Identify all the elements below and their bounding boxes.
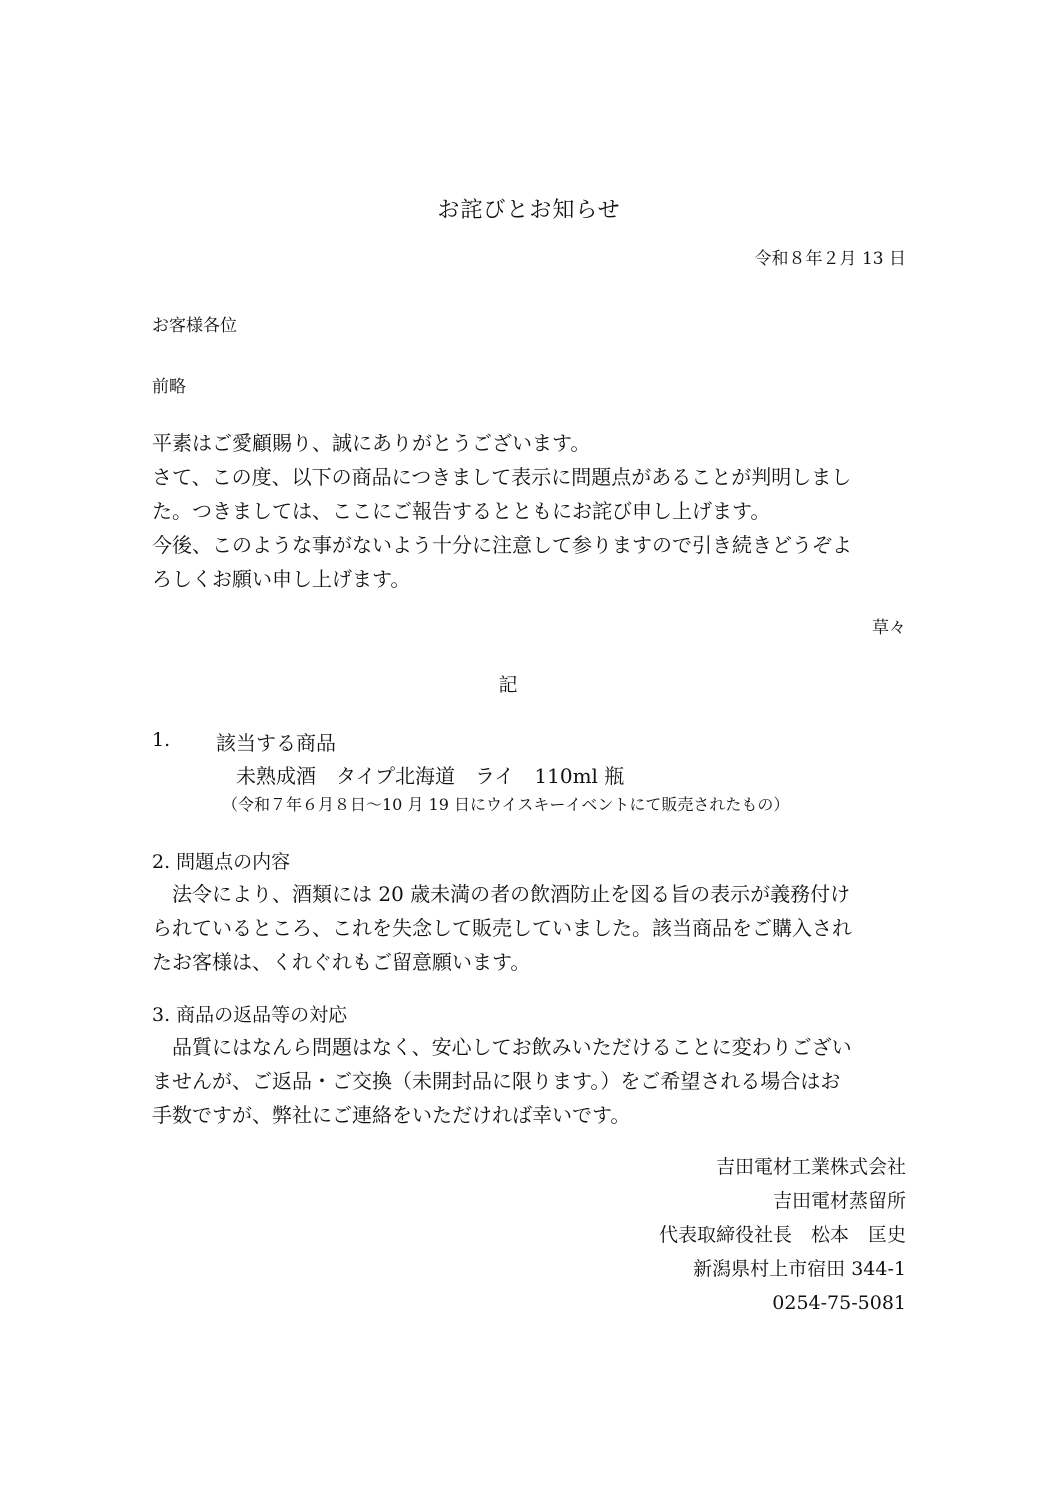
signature-block	[659, 1150, 906, 1320]
section1-number: 1.	[152, 729, 171, 751]
body-text	[152, 426, 852, 596]
section2-heading: 2. 問題点の内容	[152, 851, 291, 873]
section1-product: 未熟成酒 タイプ北海道 ライ 110ml 瓶	[236, 764, 625, 788]
signature-phone: 0254-75-5081	[772, 1292, 906, 1314]
body-line: さて、この度、以下の商品につきまして表示に問題点があることが判明しまし	[152, 465, 852, 489]
section2-body	[152, 877, 852, 979]
body-line: た。つきましては、ここにご報告するとともにお詫び申し上げます。	[152, 499, 771, 523]
section2-line: られているところ、これを失念して販売していました。該当商品をご購入され	[152, 916, 852, 940]
opening-salutation: 前略	[152, 377, 186, 397]
body-line: ろしくお願い申し上げます。	[152, 567, 411, 591]
section3-line: 手数ですが、弊社にご連絡をいただければ幸いです。	[152, 1103, 631, 1127]
signature-representative: 代表取締役社長 松本 匡史	[658, 1224, 906, 1246]
signature-division: 吉田電材蒸留所	[772, 1190, 906, 1212]
recipient: お客様各位	[152, 316, 237, 336]
document-title: お詫びとお知らせ	[437, 198, 621, 223]
document-date: 令和８年２月 13 日	[754, 249, 906, 269]
section1-heading: 該当する商品	[216, 731, 336, 755]
closing-salutation: 草々	[872, 618, 906, 638]
section2-line: 法令により、酒類には 20 歳未満の者の飲酒防止を図る旨の表示が義務付け	[152, 882, 851, 906]
body-line: 平素はご愛顧賜り、誠にありがとうございます。	[152, 431, 591, 455]
signature-company: 吉田電材工業株式会社	[715, 1156, 906, 1178]
section2-line: たお客様は、くれぐれもご留意願います。	[152, 950, 531, 974]
section3-heading: 3. 商品の返品等の対応	[152, 1004, 348, 1026]
signature-address: 新潟県村上市宿田 344-1	[693, 1258, 906, 1280]
ki-heading: 記	[498, 674, 518, 696]
body-line: 今後、このような事がないよう十分に注意して参りますので引き続きどうぞよ	[152, 533, 852, 557]
section3-body	[152, 1030, 852, 1132]
section1-note: （令和７年６月８日〜10 月 19 日にウイスキーイベントにて販売されたもの）	[222, 795, 790, 814]
section3-line: 品質にはなんら問題はなく、安心してお飲みいただけることに変わりござい	[152, 1035, 852, 1059]
section3-line: ませんが、ご返品・ご交換（未開封品に限ります。）をご希望される場合はお	[152, 1069, 841, 1093]
